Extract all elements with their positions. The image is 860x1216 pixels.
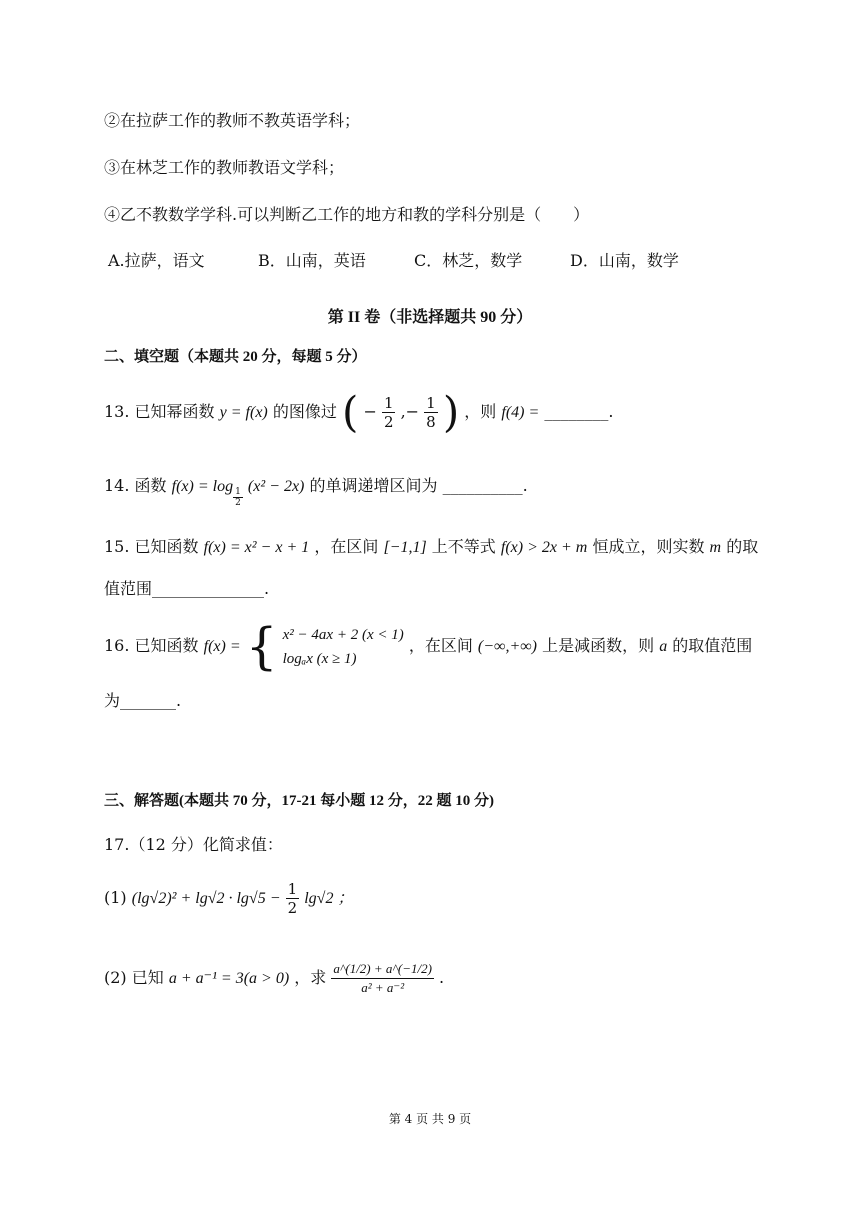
q15-inequality: f(x) > 2x + m bbox=[500, 539, 588, 556]
q13-blank: ________. bbox=[544, 402, 614, 421]
statement-4: ④乙不教数学学科.可以判断乙工作的地方和教的学科分别是（ ） bbox=[104, 205, 590, 224]
q16-function: f(x) = bbox=[203, 638, 241, 655]
q15-mid2: 上不等式 bbox=[431, 537, 496, 556]
question-17-title: 17.（12 分）化简求值： bbox=[104, 835, 283, 854]
q17-part1-fraction: $\frac{1}{2}$ bbox=[287, 880, 298, 917]
question-17-part-2 bbox=[104, 950, 444, 1006]
q16-variable: a bbox=[659, 638, 668, 655]
question-15-line-2 bbox=[104, 576, 269, 599]
q13-prefix: 13. 已知幂函数 bbox=[104, 402, 215, 421]
q15-interval: [−1,1] bbox=[383, 539, 427, 556]
q15-function: f(x) = x² − x + 1 bbox=[203, 539, 310, 556]
q13-fraction-1: $\frac{1}{2}$ bbox=[383, 394, 394, 431]
q16-post: 上是减函数，则 bbox=[542, 636, 655, 655]
q17-part2-end: . bbox=[439, 968, 445, 987]
statement-2: ②在拉萨工作的教师不教英语学科； bbox=[104, 111, 361, 130]
q13-function: y = f(x) bbox=[219, 404, 268, 421]
q16-brace: { bbox=[245, 617, 278, 676]
q15-variable: m bbox=[709, 539, 722, 556]
question-15 bbox=[104, 534, 758, 557]
section-2-title: 第 II 卷（非选择题共 90 分） bbox=[327, 309, 533, 326]
question-14 bbox=[104, 466, 528, 506]
option-a: A.拉萨，语文 bbox=[108, 251, 205, 270]
q13-ask: f(4) = bbox=[501, 404, 540, 421]
option-b: B．山南，英语 bbox=[258, 251, 366, 270]
q14-argument: (x² − 2x) bbox=[247, 478, 305, 495]
q13-minus-1: − bbox=[363, 402, 377, 421]
question-16-line-2 bbox=[104, 688, 181, 711]
q14-log-base: $\frac{1}{2}$ bbox=[235, 487, 241, 508]
section-3-heading: 三、解答题(本题共 70 分，17-21 每小题 12 分，22 题 10 分) bbox=[104, 793, 494, 809]
question-16 bbox=[104, 616, 752, 676]
q13-then: ，则 bbox=[464, 402, 497, 421]
option-c: C．林芝，数学 bbox=[414, 251, 523, 270]
question-17-part-1 bbox=[104, 874, 353, 922]
q16-prefix: 16. 已知函数 bbox=[104, 636, 199, 655]
question-13 bbox=[104, 386, 614, 438]
q13-mid-text: 的图像过 bbox=[272, 402, 337, 421]
q13-left-paren: ( bbox=[341, 387, 359, 437]
q15-line2-text: 值范围 bbox=[104, 579, 153, 598]
q13-right-paren: ) bbox=[442, 387, 460, 437]
q15-post: 恒成立，则实数 bbox=[592, 537, 705, 556]
q17-part1-label: (1) bbox=[104, 888, 127, 907]
q16-interval: (−∞,+∞) bbox=[477, 638, 537, 655]
q14-blank: __________. bbox=[442, 476, 528, 495]
q17-part1-expression: (lg√2)² + lg√2 · lg√5 − bbox=[131, 890, 281, 907]
q16-case-1: x² − 4ax + 2 (x < 1) bbox=[282, 626, 404, 643]
q15-blank: ______________. bbox=[152, 579, 270, 598]
q17-part2-label: (2) bbox=[104, 968, 127, 987]
q16-case-2: logₐx (x ≥ 1) bbox=[282, 650, 357, 667]
q16-post2: 的取值范围 bbox=[672, 636, 753, 655]
q15-prefix: 15. 已知函数 bbox=[104, 537, 199, 556]
q17-part2-prefix: 已知 bbox=[131, 968, 164, 987]
q17-part2-mid: ，求 bbox=[294, 968, 327, 987]
option-d: D．山南，数学 bbox=[570, 251, 679, 270]
q17-part1-tail: lg√2 ； bbox=[304, 890, 354, 907]
q17-part2-fraction: $\frac{a\^{}(1/2) + a\^{}(-1/2)}{\text{a² + a⁻²}}$ bbox=[333, 961, 432, 995]
q15-post2: 的取 bbox=[726, 537, 759, 556]
q14-prefix: 14. 函数 bbox=[104, 476, 167, 495]
q14-post: 的单调递增区间为 bbox=[309, 476, 438, 495]
q16-blank: _______. bbox=[120, 691, 182, 710]
q14-function: f(x) = log bbox=[171, 478, 234, 495]
q16-line2-text: 为 bbox=[104, 691, 121, 710]
statement-3: ③在林芝工作的教师教语文学科； bbox=[104, 158, 345, 177]
q16-cases bbox=[283, 623, 404, 671]
q13-comma: ,− bbox=[400, 402, 420, 421]
section-2-heading: 二、填空题（本题共 20 分，每题 5 分） bbox=[104, 349, 367, 365]
q16-mid: ，在区间 bbox=[408, 636, 473, 655]
q13-fraction-2: $\frac{1}{8}$ bbox=[426, 394, 436, 431]
q17-part2-condition: a + a⁻¹ = 3(a > 0) bbox=[168, 970, 290, 987]
page-footer: 第 4 页 共 9 页 bbox=[388, 1112, 472, 1126]
q15-mid: ，在区间 bbox=[314, 537, 379, 556]
